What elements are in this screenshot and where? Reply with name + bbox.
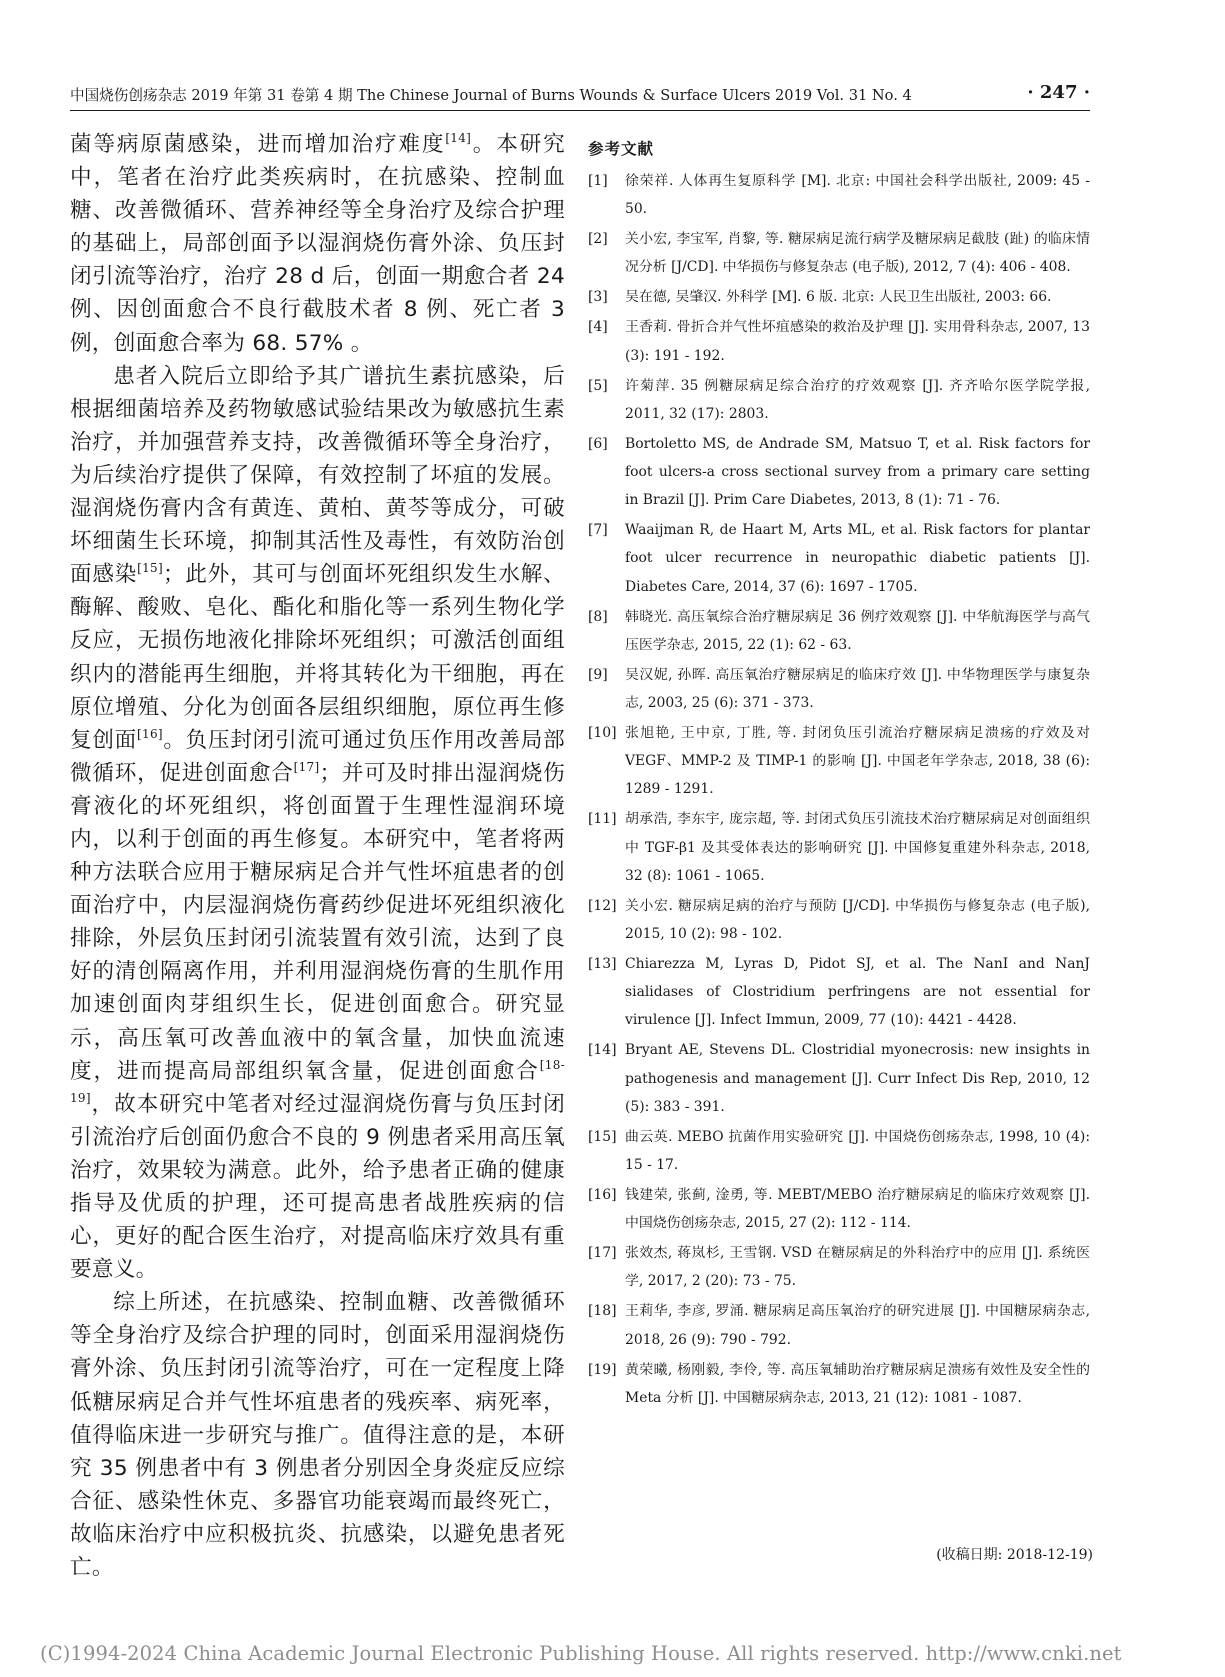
reference-item xyxy=(588,1123,1090,1179)
header-rule xyxy=(70,110,1090,111)
copyright-watermark: (C)1994-2024 China Academic Journal Electronic Publishing House. All rights reserved. http://www.cnki.net xyxy=(40,1642,1122,1665)
reference-item xyxy=(588,950,1090,1035)
reference-number: [12] xyxy=(588,897,617,914)
references-heading: 参考文献 xyxy=(588,140,655,158)
reference-number: [16] xyxy=(588,1187,617,1204)
reference-item xyxy=(588,1181,1090,1237)
reference-text: 韩晓光. 高压氧综合治疗糖尿病足 36 例疗效观察 [J]. 中华航海医学与高气压医学杂志, 2015, 22 (1): 62 - 63. xyxy=(625,608,1090,653)
reference-number: [10] xyxy=(588,725,617,742)
citation: [14] xyxy=(445,131,472,145)
reference-item xyxy=(588,805,1090,890)
reference-item xyxy=(588,719,1090,804)
reference-text: 吴汉妮, 孙晖. 高压氧治疗糖尿病足的临床疗效 [J]. 中华物理医学与康复杂志, 2003, 25 (6): 371 - 373. xyxy=(625,666,1090,712)
reference-number: [5] xyxy=(588,377,608,394)
references-section xyxy=(588,137,1090,1414)
paragraph-2: 患者入院后立即给予其广谱抗生素抗感染，后根据细菌培养及药物敏感试验结果改为敏感抗生素治疗，并加强营养支持，改善微循环等全身治疗，为后续治疗提供了保障，有效控制了坏疽的发展。湿润烧伤膏内含有黄连、黄柏、黄芩等成分，可破坏细菌生长环境，抑制其活性及毒性，有效防治创面感染[15]；此外，其可与创面坏死组织发生水解、酶解、酸败、皂化、酯化和脂化等一系列生物化学反应，无损伤地液化排除坏死组织；可激活创面组织内的潜能再生细胞，并将其转化为干细胞，再在原位增殖、分化为创面各层组织细胞，原位再生修复创面[16]。负压封闭引流可通过负压作用改善局部微循环，促进创面愈合[17]；并可及时排出湿润烧伤膏液化的坏死组织，将创面置于生理性湿润环境内，以利于创面的再生修复。本研究中，笔者将两种方法联合应用于糖尿病足合并气性坏疽患者的创面治疗中，内层湿润烧伤膏药纱促进坏死组织液化排除，外层负压封闭引流装置有效引流，达到了良好的清创隔离作用，并利用湿润烧伤膏的生肌作用加速创面肉芽组织生长，促进创面愈合。研究显示，高压氧可改善血液中的氧含量，加快血流速度，进而提高局部组织氧含量，促进创面愈合[18-19]，故本研究中笔者对经过湿润烧伤膏与负压封闭引流治疗后创面仍愈合不良的 9 例患者采用高压氧治疗，效果较为满意。此外，给予患者正确的健康指导及优质的护理，还可提高患者战胜疾病的信心，更好的配合医生治疗，对提高临床疗效具有重要意义。 xyxy=(70,363,565,1283)
reference-number: [19] xyxy=(588,1361,617,1378)
citation: [18-19] xyxy=(70,1057,565,1105)
reference-item xyxy=(588,430,1090,515)
reference-text: 张效杰, 蒋岚杉, 王雪钢. VSD 在糖尿病足的外科治疗中的应用 [J]. 系统医学, 2017, 2 (20): 73 - 75. xyxy=(625,1245,1090,1290)
reference-text: Chiarezza M, Lyras D, Pidot SJ, et al. The NanI and NanJ sialidases of Clostridium perfringens are not essential for virulence [J]. Infect Immun, 2009, 77 (10): 4421 - 4428. xyxy=(625,956,1090,1029)
reference-text: 张旭艳, 王中京, 丁胜, 等. 封闭负压引流治疗糖尿病足溃疡的疗效及对 VEGF、MMP-2 及 TIMP-1 的影响 [J]. 中国老年学杂志, 2018, 38 (6): 1289 - 1291. xyxy=(625,725,1090,798)
reference-item xyxy=(588,283,1090,311)
reference-text: 王莉华, 李彦, 罗涌. 糖尿病足高压氧治疗的研究进展 [J]. 中国糖尿病杂志, 2018, 26 (9): 790 - 792. xyxy=(625,1303,1090,1348)
running-header xyxy=(70,84,1090,110)
reference-number: [3] xyxy=(588,289,608,306)
citation: [17] xyxy=(293,759,320,774)
references-list xyxy=(588,167,1090,1412)
reference-number: [17] xyxy=(588,1245,617,1262)
reference-text: 曲云英. MEBO 抗菌作用实验研究 [J]. 中国烧伤创疡杂志, 1998, 10 (4): 15 - 17. xyxy=(625,1128,1090,1174)
body-column-left xyxy=(70,128,565,1584)
reference-number: [15] xyxy=(588,1128,617,1145)
reference-number: [6] xyxy=(588,435,608,452)
reference-text: 吴在德, 吴肇汉. 外科学 [M]. 6 版. 北京: 人民卫生出版社, 2003: 66. xyxy=(625,289,1052,306)
reference-text: 许菊萍. 35 例糖尿病足综合治疗的疗效观察 [J]. 齐齐哈尔医学院学报, 2011, 32 (17): 2803. xyxy=(625,377,1090,422)
reference-item xyxy=(588,516,1090,601)
reference-item xyxy=(588,1239,1090,1295)
reference-item xyxy=(588,167,1090,223)
reference-text: Waaijman R, de Haart M, Arts ML, et al. Risk factors for plantar foot ulcer recurrence in neuropathic diabetic patients [J]. Diabetes Care, 2014, 37 (6): 1697 - 1705. xyxy=(625,522,1090,595)
page-number: · 247 · xyxy=(1027,82,1090,103)
reference-number: [7] xyxy=(588,522,608,539)
reference-number: [4] xyxy=(588,319,608,336)
citation: [16] xyxy=(137,726,163,741)
reference-number: [8] xyxy=(588,608,608,625)
reference-number: [18] xyxy=(588,1303,617,1320)
reference-item xyxy=(588,1036,1090,1121)
reference-text: 徐荣祥. 人体再生复原科学 [M]. 北京: 中国社会科学出版社, 2009: 45 - 50. xyxy=(625,173,1090,218)
reference-text: 关小宏. 糖尿病足病的治疗与预防 [J/CD]. 中华损伤与修复杂志 (电子版), 2015, 10 (2): 98 - 102. xyxy=(625,897,1090,943)
reference-text: 钱建荣, 张蓟, 淦勇, 等. MEBT/MEBO 治疗糖尿病足的临床疗效观察 [J]. 中国烧伤创疡杂志, 2015, 27 (2): 112 - 114. xyxy=(625,1187,1090,1232)
reference-text: 黄荣曦, 杨刚毅, 李伶, 等. 高压氧辅助治疗糖尿病足溃疡有效性及安全性的 Meta 分析 [J]. 中国糖尿病杂志, 2013, 21 (12): 1081 - 1087. xyxy=(625,1361,1090,1406)
reference-item xyxy=(588,892,1090,948)
reference-item xyxy=(588,372,1090,428)
journal-header-line: 中国烧伤创疡杂志 2019 年第 31 卷第 4 期 The Chinese Journal of Burns Wounds & Surface Ulcers 2019 Vol. 31 No. 4 xyxy=(70,87,912,104)
received-date: (收稿日期: 2018-12-19) xyxy=(936,1547,1093,1563)
reference-number: [2] xyxy=(588,231,608,248)
reference-item xyxy=(588,1297,1090,1353)
reference-number: [9] xyxy=(588,666,608,683)
reference-text: 王香莉. 骨折合并气性坏疽感染的救治及护理 [J]. 实用骨科杂志, 2007, 13 (3): 191 - 192. xyxy=(625,319,1090,364)
reference-text: 关小宏, 李宝军, 肖黎, 等. 糖尿病足流行病学及糖尿病足截肢 (趾) 的临床情况分析 [J/CD]. 中华损伤与修复杂志 (电子版), 2012, 7 (4): 406 - 408. xyxy=(625,231,1090,276)
reference-text: Bryant AE, Stevens DL. Clostridial myonecrosis: new insights in pathogenesis and management [J]. Curr Infect Dis Rep, 2010, 12 (5): 383 - 391. xyxy=(625,1042,1090,1115)
reference-text: Bortoletto MS, de Andrade SM, Matsuo T, et al. Risk factors for foot ulcers-a cross sectional survey from a primary care setting in Brazil [J]. Prim Care Diabetes, 2013, 8 (1): 71 - 76. xyxy=(625,435,1090,509)
reference-number: [13] xyxy=(588,956,617,973)
reference-text: 胡承浩, 李东宇, 庞宗超, 等. 封闭式负压引流技术治疗糖尿病足对创面组织中 TGF-β1 及其受体表达的影响研究 [J]. 中国修复重建外科杂志, 2018, 32 (8): 1061 - 1065. xyxy=(625,811,1090,884)
reference-item xyxy=(588,225,1090,281)
reference-item xyxy=(588,603,1090,659)
reference-item xyxy=(588,313,1090,369)
reference-number: [1] xyxy=(588,173,608,189)
reference-number: [11] xyxy=(588,811,617,828)
reference-item xyxy=(588,661,1090,717)
paragraph-3: 综上所述，在抗感染、控制血糖、改善微循环等全身治疗及综合护理的同时，创面采用湿润烧伤膏外涂、负压封闭引流等治疗，可在一定程度上降低糖尿病足合并气性坏疽患者的残疾率、病死率，值得临床进一步研究与推广。值得注意的是，本研究 35 例患者中有 3 例患者分别因全身炎症反应综合征、感染性休克、多器官功能衰竭而最终死亡，故临床治疗中应积极抗炎、抗感染，以避免患者死亡。 xyxy=(70,1290,565,1581)
reference-number: [14] xyxy=(588,1042,617,1059)
citation: [15] xyxy=(137,561,163,576)
reference-item xyxy=(588,1356,1090,1412)
paragraph-1: 菌等病原菌感染，进而增加治疗难度[14]。本研究中，笔者在治疗此类疾病时，在抗感染、控制血糖、改善微循环、营养神经等全身治疗及综合护理的基础上，局部创面予以湿润烧伤膏外涂、负压封闭引流等治疗，治疗 28 d 后，创面一期愈合者 24 例、因创面愈合不良行截肢术者 8 例、死亡者 3 例，创面愈合率为 68. 57% 。 xyxy=(70,131,566,356)
